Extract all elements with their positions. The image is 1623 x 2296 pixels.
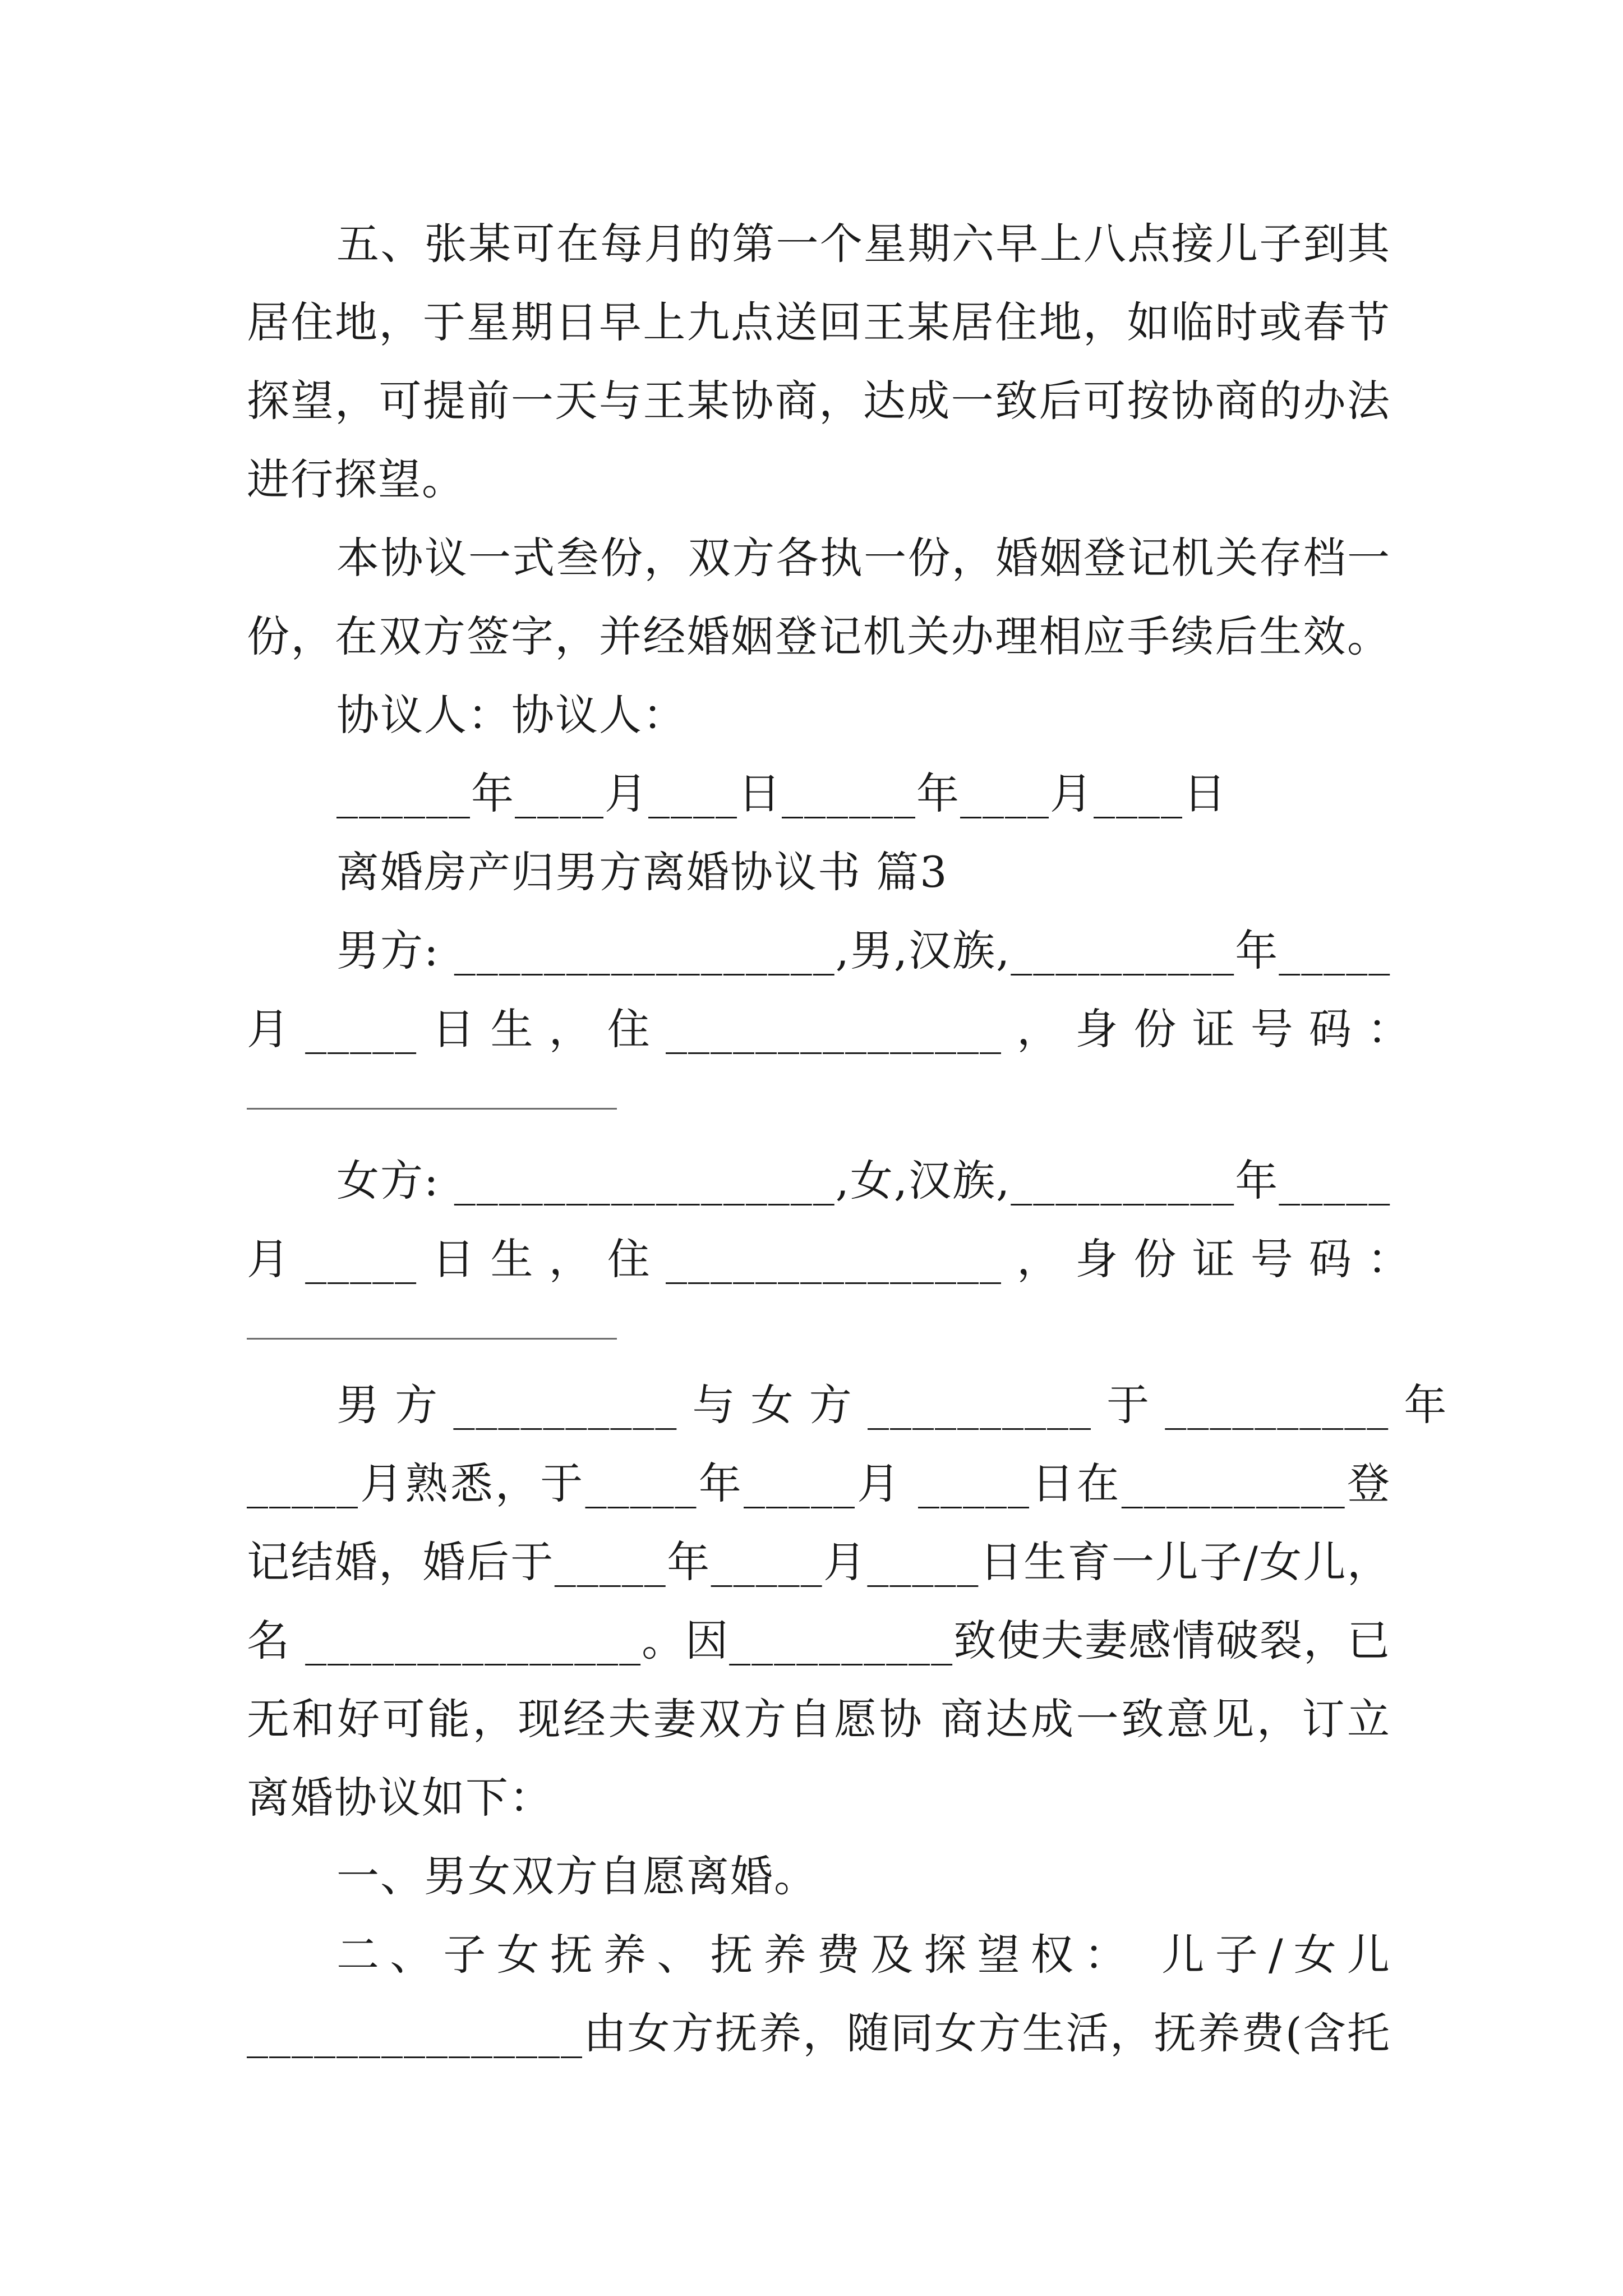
male-info-line: 男方: _________________,男,汉族,__________年_____	[336, 926, 1391, 976]
list-item: 二、子女抚养、抚养费及探望权： 儿子/女儿	[336, 1930, 1391, 1980]
paragraph-line: 男 方 __________ 与 女 方 __________ 于 __________ 年	[336, 1380, 1448, 1430]
signers-line: 协议人：协议人：	[336, 690, 686, 740]
male-id-blank	[247, 1108, 617, 1110]
male-info-line: 月 _____ 日 生 ， 住 _______________ ， 身 份 证 号 码 ：	[247, 1004, 1412, 1054]
female-info-line: 女方: _________________,女,汉族,__________年_____	[336, 1156, 1391, 1205]
paragraph-line: 居住地，于星期日早上九点送回王某居住地，如临时或春节	[247, 297, 1391, 347]
paragraph-line: 离婚协议如下：	[247, 1773, 553, 1823]
paragraph-line: 探望，可提前一天与王某协商，达成一致后可按协商的办法	[247, 376, 1391, 426]
female-info-line: 月 _____ 日 生 ， 住 _______________ ， 身 份 证 号 码 ：	[247, 1234, 1412, 1284]
paragraph-line: 份，在双方签字，并经婚姻登记机关办理相应手续后生效。	[247, 611, 1391, 661]
paragraph-line: 进行探望。	[247, 454, 465, 504]
female-id-blank	[247, 1338, 617, 1340]
date-line: ______年____月____日______年____月____日	[336, 769, 1227, 818]
section-title: 离婚房产归男方离婚协议书 篇3	[336, 847, 948, 897]
list-item: 一、男女双方自愿离婚。	[336, 1851, 818, 1901]
paragraph-line: 记结婚，婚后于_____年_____月_____日生育一儿子/女儿，	[247, 1537, 1391, 1587]
paragraph-line: 名 _______________。因__________致使夫妻感情破裂，已	[247, 1616, 1391, 1665]
paragraph-line: 无和好可能，现经夫妻双方自愿协 商达成一致意见，订立	[247, 1694, 1391, 1744]
paragraph-line: _______________由女方抚养，随同女方生活，抚养费(含托	[247, 2008, 1391, 2058]
paragraph-line: _____月熟悉，于_____年_____月 _____日在__________登	[247, 1458, 1391, 1508]
paragraph-line: 五、张某可在每月的第一个星期六早上八点接儿子到其	[336, 219, 1391, 269]
paragraph-line: 本协议一式叁份，双方各执一份，婚姻登记机关存档一	[336, 533, 1391, 583]
